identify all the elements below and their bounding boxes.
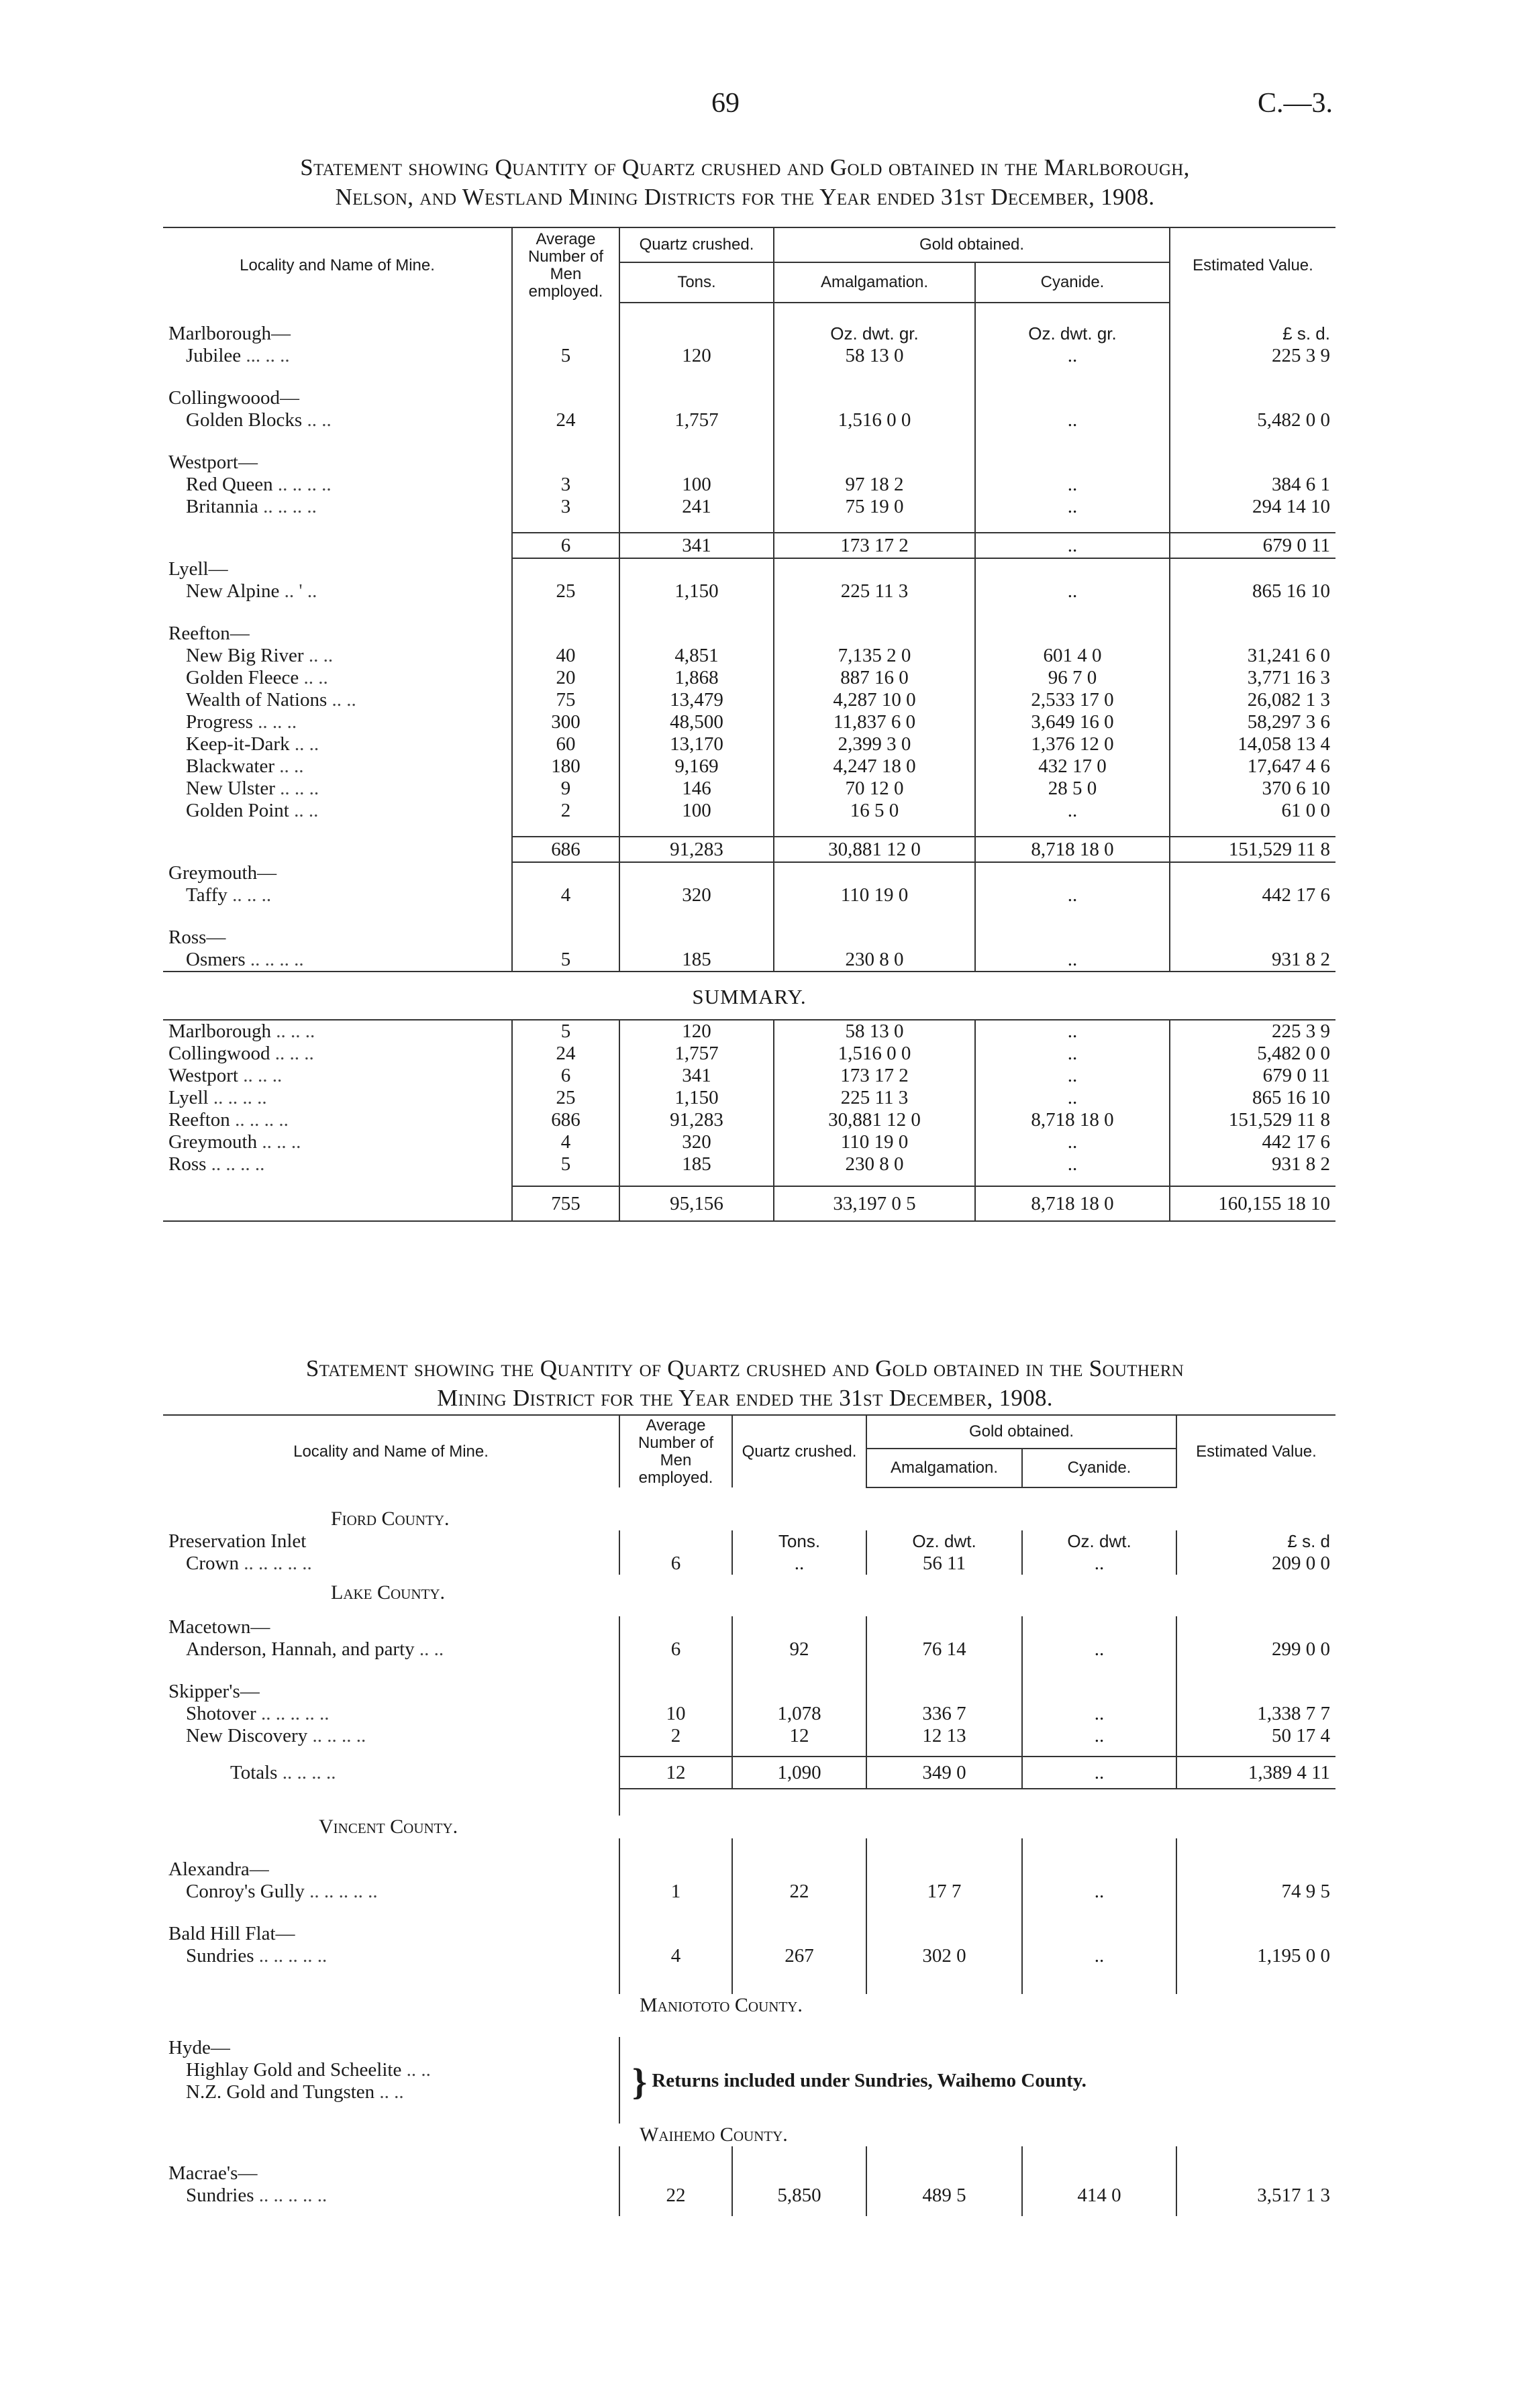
group-name: Ross— <box>168 927 226 948</box>
mine-name: Golden Fleece <box>186 667 299 688</box>
mine-name: New Discovery <box>186 1725 308 1746</box>
cyanide-cell: .. <box>975 474 1170 496</box>
cyanide-cell: .. <box>1022 1638 1176 1661</box>
table-row: Golden Fleece .. .. 20 1,868 887 16 0 96 7 0 3,771 16 3 <box>163 667 1335 689</box>
table-row: New Discovery .. .. .. .. 2 12 12 13 .. 50 17 4 <box>163 1725 1335 1747</box>
mine-name: Crown <box>186 1553 239 1574</box>
tons-cell: 1,150 <box>619 1087 774 1109</box>
district-name: Reefton <box>168 1109 230 1131</box>
amalgamation-subtotal: 173 17 2 <box>774 533 975 558</box>
group-name: Skipper's— <box>168 1681 260 1702</box>
men-cell: 22 <box>619 2185 732 2207</box>
men-cell: 5 <box>512 949 619 972</box>
mine-name: New Alpine <box>186 580 280 602</box>
value-subtotal: 679 0 11 <box>1170 533 1335 558</box>
cyanide-cell: 2,533 17 0 <box>975 689 1170 711</box>
amalgamation-cell: 230 8 0 <box>774 1153 975 1175</box>
value-cell: 5,482 0 0 <box>1170 409 1335 431</box>
amalgamation-cell: 1,516 0 0 <box>774 1043 975 1065</box>
table-row: Conroy's Gully .. .. .. .. .. 1 22 17 7 .. 74 9 5 <box>163 1881 1335 1903</box>
men-cell: 1 <box>619 1881 732 1903</box>
amalgamation-total: 349 0 <box>866 1757 1022 1789</box>
unit-amalgamation: Oz. dwt. gr. <box>774 323 975 345</box>
amalgamation-grand-total: 33,197 0 5 <box>774 1186 975 1221</box>
amalgamation-cell: 336 7 <box>866 1703 1022 1725</box>
men-cell: 300 <box>512 711 619 733</box>
amalgamation-cell: 76 14 <box>866 1638 1022 1661</box>
men-cell: 24 <box>512 1043 619 1065</box>
header-men: Average Number of Men employed. <box>512 227 619 303</box>
tons-cell: 1,757 <box>619 1043 774 1065</box>
tons-cell: 185 <box>619 949 774 972</box>
amalgamation-cell: 110 19 0 <box>774 1131 975 1153</box>
cyanide-cell: 28 5 0 <box>975 778 1170 800</box>
tons-cell: 22 <box>732 1881 866 1903</box>
cyanide-subtotal: 8,718 18 0 <box>975 837 1170 862</box>
district-name: Ross <box>168 1153 207 1175</box>
table-row: Crown .. .. .. .. .. 6 .. 56 11 .. 209 0 0 <box>163 1553 1335 1575</box>
men-total: 12 <box>619 1757 732 1789</box>
men-cell: 60 <box>512 733 619 755</box>
tons-cell: 120 <box>619 1020 774 1043</box>
brace-icon: } <box>632 2061 648 2103</box>
statement1-title-line1: Statement showing Quantity of Quartz crushed and Gold obtained in the Marlborough, <box>300 154 1190 180</box>
group-name: Collingwoood— <box>168 387 299 409</box>
statement1-table <box>163 227 1335 1222</box>
tons-cell: 92 <box>732 1638 866 1661</box>
value-cell: 3,771 16 3 <box>1170 667 1335 689</box>
value-cell: 26,082 1 3 <box>1170 689 1335 711</box>
men-subtotal: 6 <box>512 533 619 558</box>
unit-cyanide: Oz. dwt. <box>1022 1530 1176 1553</box>
tons-subtotal: 341 <box>619 533 774 558</box>
cyanide-cell: .. <box>1022 1945 1176 1967</box>
men-cell: 6 <box>619 1553 732 1575</box>
cyanide-cell: 96 7 0 <box>975 667 1170 689</box>
group-name: Hyde— <box>168 2037 230 2058</box>
value-cell: 61 0 0 <box>1170 800 1335 822</box>
mine-name: Highlay Gold and Scheelite <box>186 2059 402 2081</box>
header-men: Average Number of Men employed. <box>619 1415 732 1487</box>
mine-name: New Ulster <box>186 778 275 799</box>
group-name: Alexandra— <box>168 1859 269 1880</box>
amalgamation-cell: 30,881 12 0 <box>774 1109 975 1131</box>
amalgamation-cell: 887 16 0 <box>774 667 975 689</box>
value-cell: 31,241 6 0 <box>1170 645 1335 667</box>
value-subtotal: 151,529 11 8 <box>1170 837 1335 862</box>
mine-name: Keep-it-Dark <box>186 733 290 755</box>
group-name: Marlborough— <box>168 323 291 344</box>
tons-cell: 1,078 <box>732 1703 866 1725</box>
table-row: Highlay Gold and Scheelite .. .. } Returns included under Sundries, Waihemo County. <box>163 2059 1335 2081</box>
men-cell: 4 <box>512 1131 619 1153</box>
men-cell: 24 <box>512 409 619 431</box>
header-locality: Locality and Name of Mine. <box>240 256 435 274</box>
county-heading: Vincent County. <box>319 1816 458 1838</box>
summary-row: Greymouth .. .. .. 4 320 110 19 0 .. 442 17 6 <box>163 1131 1335 1153</box>
header-tons: Tons. <box>619 262 774 303</box>
table-row: New Ulster .. .. .. 9 146 70 12 0 28 5 0 370 6 10 <box>163 778 1335 800</box>
tons-cell: 13,170 <box>619 733 774 755</box>
table-row: Keep-it-Dark .. .. 60 13,170 2,399 3 0 1,376 12 0 14,058 13 4 <box>163 733 1335 755</box>
header-value: Estimated Value. <box>1176 1415 1335 1487</box>
men-cell: 3 <box>512 496 619 518</box>
table-row: Shotover .. .. .. .. .. 10 1,078 336 7 .. 1,338 7 7 <box>163 1703 1335 1725</box>
unit-amalgamation: Oz. dwt. <box>866 1530 1022 1553</box>
table-row: Britannia .. .. .. .. 3 241 75 19 0 .. 294 14 10 <box>163 496 1335 518</box>
value-cell: 225 3 9 <box>1170 345 1335 367</box>
men-cell: 20 <box>512 667 619 689</box>
mine-name: Shotover <box>186 1703 256 1724</box>
value-cell: 58,297 3 6 <box>1170 711 1335 733</box>
group-name: Preservation Inlet <box>168 1530 307 1552</box>
value-cell: 17,647 4 6 <box>1170 755 1335 778</box>
cyanide-cell: 601 4 0 <box>975 645 1170 667</box>
tons-cell: 100 <box>619 474 774 496</box>
value-cell: 370 6 10 <box>1170 778 1335 800</box>
mine-name: Britannia <box>186 496 258 517</box>
header-cyanide: Cyanide. <box>975 262 1170 303</box>
header-gold: Gold obtained. <box>866 1415 1176 1449</box>
cyanide-cell: .. <box>975 1131 1170 1153</box>
mine-name: Sundries <box>186 2185 254 2206</box>
cyanide-cell: .. <box>1022 1553 1176 1575</box>
table-row: Golden Point .. .. 2 100 16 5 0 .. 61 0 0 <box>163 800 1335 822</box>
value-cell: 14,058 13 4 <box>1170 733 1335 755</box>
men-cell: 25 <box>512 580 619 603</box>
tons-cell: 320 <box>619 884 774 906</box>
mine-name: Sundries <box>186 1945 254 1967</box>
tons-grand-total: 95,156 <box>619 1186 774 1221</box>
men-cell: 40 <box>512 645 619 667</box>
mine-name: Red Queen <box>186 474 273 495</box>
tons-cell: 341 <box>619 1065 774 1087</box>
cyanide-cell: .. <box>975 409 1170 431</box>
group-name: Bald Hill Flat— <box>168 1923 295 1944</box>
statement2-title <box>161 1354 1329 1413</box>
tons-cell: 4,851 <box>619 645 774 667</box>
statement2-table <box>163 1414 1335 2216</box>
cyanide-cell: .. <box>975 949 1170 972</box>
subtotal-row <box>163 533 1335 558</box>
tons-cell: 9,169 <box>619 755 774 778</box>
header-value: Estimated Value. <box>1170 227 1335 303</box>
men-cell: 3 <box>512 474 619 496</box>
value-cell: 1,195 0 0 <box>1176 1945 1335 1967</box>
cyanide-grand-total: 8,718 18 0 <box>975 1186 1170 1221</box>
tons-cell: 1,150 <box>619 580 774 603</box>
cyanide-subtotal: .. <box>975 533 1170 558</box>
district-name: Marlborough <box>168 1020 272 1042</box>
mine-name: Jubilee <box>186 345 242 366</box>
amalgamation-cell: 173 17 2 <box>774 1065 975 1087</box>
value-cell: 679 0 11 <box>1170 1065 1335 1087</box>
amalgamation-cell: 1,516 0 0 <box>774 409 975 431</box>
header-gold: Gold obtained. <box>774 227 1170 262</box>
amalgamation-cell: 230 8 0 <box>774 949 975 972</box>
tons-cell: 100 <box>619 800 774 822</box>
amalgamation-cell: 11,837 6 0 <box>774 711 975 733</box>
amalgamation-cell: 302 0 <box>866 1945 1022 1967</box>
unit-value: £ s. d <box>1176 1530 1335 1553</box>
cyanide-cell: .. <box>1022 1703 1176 1725</box>
cyanide-cell: .. <box>1022 1725 1176 1747</box>
unit-value: £ s. d. <box>1170 323 1335 345</box>
mine-name: Anderson, Hannah, and party <box>186 1638 415 1660</box>
cyanide-cell: .. <box>975 884 1170 906</box>
value-grand-total: 160,155 18 10 <box>1170 1186 1335 1221</box>
mine-name: Taffy <box>186 884 228 906</box>
totals-row: Totals .. .. .. .. 12 1,090 349 0 .. 1,389 4 11 <box>163 1757 1335 1789</box>
value-cell: 299 0 0 <box>1176 1638 1335 1661</box>
amalgamation-cell: 16 5 0 <box>774 800 975 822</box>
value-cell: 865 16 10 <box>1170 1087 1335 1109</box>
tons-cell: 12 <box>732 1725 866 1747</box>
value-cell: 225 3 9 <box>1170 1020 1335 1043</box>
summary-heading: SUMMARY. <box>692 985 807 1008</box>
cyanide-cell: .. <box>1022 1881 1176 1903</box>
tons-cell: 5,850 <box>732 2185 866 2207</box>
amalgamation-cell: 70 12 0 <box>774 778 975 800</box>
header-cyanide: Cyanide. <box>1022 1449 1176 1487</box>
group-name: Lyell— <box>168 558 228 580</box>
cyanide-cell: .. <box>975 496 1170 518</box>
statement2-title-line1: Statement showing the Quantity of Quartz crushed and Gold obtained in the Southern <box>305 1355 1184 1381</box>
table-row: New Big River .. .. 40 4,851 7,135 2 0 601 4 0 31,241 6 0 <box>163 645 1335 667</box>
group-name: Greymouth— <box>168 862 277 884</box>
men-cell: 4 <box>619 1945 732 1967</box>
summary-row: Westport .. .. .. 6 341 173 17 2 .. 679 0 11 <box>163 1065 1335 1087</box>
cyanide-cell: .. <box>975 1087 1170 1109</box>
table-row: Golden Blocks .. .. 24 1,757 1,516 0 0 .. 5,482 0 0 <box>163 409 1335 431</box>
unit-tons: Tons. <box>732 1530 866 1553</box>
tons-cell: 267 <box>732 1945 866 1967</box>
mine-name: N.Z. Gold and Tungsten <box>186 2081 375 2103</box>
page-number: 69 <box>711 88 740 119</box>
men-cell: 686 <box>512 1109 619 1131</box>
value-cell: 442 17 6 <box>1170 1131 1335 1153</box>
cyanide-cell: .. <box>975 580 1170 603</box>
statement1-title <box>161 153 1329 212</box>
mine-name: New Big River <box>186 645 304 666</box>
mine-name: Golden Blocks <box>186 409 303 431</box>
tons-cell: 1,757 <box>619 409 774 431</box>
value-cell: 3,517 1 3 <box>1176 2185 1335 2207</box>
page-header <box>0 87 1514 127</box>
cyanide-cell: .. <box>975 800 1170 822</box>
table-row: Wealth of Nations .. .. 75 13,479 4,287 10 0 2,533 17 0 26,082 1 3 <box>163 689 1335 711</box>
value-cell: 865 16 10 <box>1170 580 1335 603</box>
county-heading: Lake County. <box>331 1581 445 1604</box>
cyanide-cell: 3,649 16 0 <box>975 711 1170 733</box>
hyde-note: Returns included under Sundries, Waihemo County. <box>652 2070 1087 2092</box>
amalgamation-cell: 58 13 0 <box>774 345 975 367</box>
amalgamation-cell: 110 19 0 <box>774 884 975 906</box>
tons-total: 1,090 <box>732 1757 866 1789</box>
value-cell: 50 17 4 <box>1176 1725 1335 1747</box>
summary-row: Reefton .. .. .. .. 686 91,283 30,881 12 0 8,718 18 0 151,529 11 8 <box>163 1109 1335 1131</box>
summary-row: Marlborough .. .. .. 5 120 58 13 0 .. 225 3 9 <box>163 1020 1335 1043</box>
table-row: N.Z. Gold and Tungsten .. .. <box>186 2081 404 2103</box>
table-row: Blackwater .. .. 180 9,169 4,247 18 0 432 17 0 17,647 4 6 <box>163 755 1335 778</box>
table-row: Anderson, Hannah, and party .. .. 6 92 76 14 .. 299 0 0 <box>163 1638 1335 1661</box>
district-name: Westport <box>168 1065 238 1086</box>
amalgamation-cell: 7,135 2 0 <box>774 645 975 667</box>
statement1-title-line2: Nelson, and Westland Mining Districts for the Year ended 31st December, 1908. <box>335 184 1155 210</box>
amalgamation-subtotal: 30,881 12 0 <box>774 837 975 862</box>
men-cell: 6 <box>619 1638 732 1661</box>
cyanide-cell: .. <box>975 1043 1170 1065</box>
amalgamation-cell: 2,399 3 0 <box>774 733 975 755</box>
value-cell: 384 6 1 <box>1170 474 1335 496</box>
amalgamation-cell: 17 7 <box>866 1881 1022 1903</box>
table-row: Osmers .. .. .. .. 5 185 230 8 0 .. 931 8 2 <box>163 949 1335 972</box>
men-cell: 2 <box>512 800 619 822</box>
cyanide-cell: 432 17 0 <box>975 755 1170 778</box>
totals-label: Totals <box>230 1761 278 1783</box>
table-row: New Alpine .. ' .. 25 1,150 225 11 3 .. 865 16 10 <box>163 580 1335 603</box>
amalgamation-cell: 56 11 <box>866 1553 1022 1575</box>
tons-cell: 1,868 <box>619 667 774 689</box>
grand-total-row <box>163 1186 1335 1221</box>
subtotal-row <box>163 837 1335 862</box>
mine-name: Blackwater <box>186 755 275 777</box>
mine-name: Conroy's Gully <box>186 1881 305 1902</box>
group-name: Macrae's— <box>168 2162 258 2184</box>
table-row: Sundries .. .. .. .. .. 4 267 302 0 .. 1,195 0 0 <box>163 1945 1335 1967</box>
mine-name: Progress <box>186 711 253 733</box>
value-cell: 442 17 6 <box>1170 884 1335 906</box>
men-cell: 180 <box>512 755 619 778</box>
district-name: Collingwood <box>168 1043 270 1064</box>
men-subtotal: 686 <box>512 837 619 862</box>
cyanide-cell: 1,376 12 0 <box>975 733 1170 755</box>
value-cell: 294 14 10 <box>1170 496 1335 518</box>
amalgamation-cell: 489 5 <box>866 2185 1022 2207</box>
summary-row: Collingwood .. .. .. 24 1,757 1,516 0 0 .. 5,482 0 0 <box>163 1043 1335 1065</box>
table-row: Sundries .. .. .. .. .. 22 5,850 489 5 414 0 3,517 1 3 <box>163 2185 1335 2207</box>
value-cell: 1,338 7 7 <box>1176 1703 1335 1725</box>
summary-row: Ross .. .. .. .. 5 185 230 8 0 .. 931 8 2 <box>163 1153 1335 1175</box>
amalgamation-cell: 58 13 0 <box>774 1020 975 1043</box>
statement2-title-line2: Mining District for the Year ended the 31st December, 1908. <box>437 1385 1053 1411</box>
men-cell: 6 <box>512 1065 619 1087</box>
value-cell: 5,482 0 0 <box>1170 1043 1335 1065</box>
county-heading: Waihemo County. <box>640 2124 788 2146</box>
cyanide-cell: 414 0 <box>1022 2185 1176 2207</box>
amalgamation-cell: 12 13 <box>866 1725 1022 1747</box>
county-heading: Maniototo County. <box>640 1994 803 2016</box>
cyanide-total: .. <box>1022 1757 1176 1789</box>
table-row: Progress .. .. .. 300 48,500 11,837 6 0 3,649 16 0 58,297 3 6 <box>163 711 1335 733</box>
men-grand-total: 755 <box>512 1186 619 1221</box>
table-row: Jubilee ... .. .. 5 120 58 13 0 .. 225 3 9 <box>163 345 1335 367</box>
value-cell: 209 0 0 <box>1176 1553 1335 1575</box>
district-name: Greymouth <box>168 1131 258 1153</box>
value-cell: 931 8 2 <box>1170 949 1335 972</box>
header-quartz: Quartz crushed. <box>732 1415 866 1487</box>
cyanide-cell: .. <box>975 1020 1170 1043</box>
men-cell: 5 <box>512 1020 619 1043</box>
district-name: Lyell <box>168 1087 209 1108</box>
men-cell: 25 <box>512 1087 619 1109</box>
header-amalgamation: Amalgamation. <box>866 1449 1022 1487</box>
tons-cell: 91,283 <box>619 1109 774 1131</box>
cyanide-cell: .. <box>975 1065 1170 1087</box>
value-cell: 151,529 11 8 <box>1170 1109 1335 1131</box>
mine-name: Golden Point <box>186 800 289 821</box>
amalgamation-cell: 97 18 2 <box>774 474 975 496</box>
header-amalgamation: Amalgamation. <box>774 262 975 303</box>
men-cell: 75 <box>512 689 619 711</box>
tons-cell: 120 <box>619 345 774 367</box>
cyanide-cell: .. <box>975 345 1170 367</box>
unit-cyanide: Oz. dwt. gr. <box>975 323 1170 345</box>
summary-row: Lyell .. .. .. .. 25 1,150 225 11 3 .. 865 16 10 <box>163 1087 1335 1109</box>
men-cell: 5 <box>512 345 619 367</box>
men-cell: 9 <box>512 778 619 800</box>
table-row: Red Queen .. .. .. .. 3 100 97 18 2 .. 384 6 1 <box>163 474 1335 496</box>
cyanide-cell: 8,718 18 0 <box>975 1109 1170 1131</box>
value-total: 1,389 4 11 <box>1176 1757 1335 1789</box>
men-cell: 2 <box>619 1725 732 1747</box>
amalgamation-cell: 225 11 3 <box>774 1087 975 1109</box>
amalgamation-cell: 4,247 18 0 <box>774 755 975 778</box>
header-locality: Locality and Name of Mine. <box>293 1442 489 1461</box>
men-cell: 4 <box>512 884 619 906</box>
tons-cell: 185 <box>619 1153 774 1175</box>
tons-cell: 146 <box>619 778 774 800</box>
tons-cell: 48,500 <box>619 711 774 733</box>
amalgamation-cell: 75 19 0 <box>774 496 975 518</box>
amalgamation-cell: 225 11 3 <box>774 580 975 603</box>
header-quartz: Quartz crushed. <box>619 227 774 262</box>
amalgamation-cell: 4,287 10 0 <box>774 689 975 711</box>
mine-name: Osmers <box>186 949 246 970</box>
tons-cell: 241 <box>619 496 774 518</box>
cyanide-cell: .. <box>975 1153 1170 1175</box>
group-name: Westport— <box>168 452 258 473</box>
table-row: Taffy .. .. .. 4 320 110 19 0 .. 442 17 6 <box>163 884 1335 906</box>
tons-cell: .. <box>732 1553 866 1575</box>
tons-subtotal: 91,283 <box>619 837 774 862</box>
tons-cell: 320 <box>619 1131 774 1153</box>
tons-cell: 13,479 <box>619 689 774 711</box>
value-cell: 74 9 5 <box>1176 1881 1335 1903</box>
men-cell: 10 <box>619 1703 732 1725</box>
group-name: Reefton— <box>168 623 250 644</box>
document-code: C.—3. <box>1257 88 1333 119</box>
mine-name: Wealth of Nations <box>186 689 327 711</box>
county-heading: Fiord County. <box>331 1508 450 1530</box>
value-cell: 931 8 2 <box>1170 1153 1335 1175</box>
group-name: Macetown— <box>168 1616 270 1638</box>
men-cell: 5 <box>512 1153 619 1175</box>
